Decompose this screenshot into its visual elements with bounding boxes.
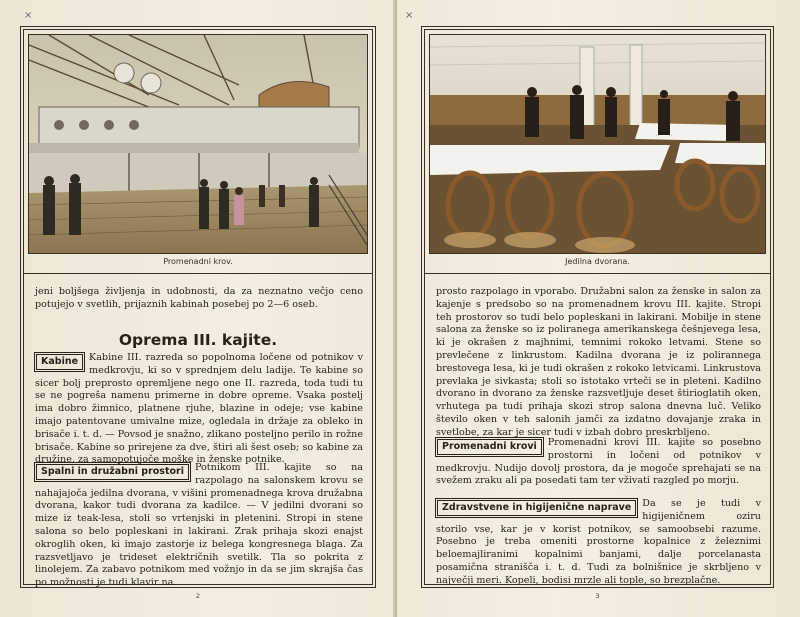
photo-caption: Jedilna dvorana. <box>565 257 630 266</box>
hygiene-label: Zdravstvene in higijenične naprave <box>437 500 636 516</box>
rooms-text: Potnikom III. kajite so na razpolago na salonskem krovu se nahajajoča jedilna dvorana, v višini promenadnega krova družabna dvorana, kakor tudi dvorana za kadilce. — V jedilni dvorani so mize iz teak-lesa, stoli so vrtenjski in pletenini. Stropi in stene salona so belo popleskani in lakirani. Zrak prihaja skozi enajst okroglih oken, ki imajo zastorje iz belega kongresnega blaga. Za razsvetljavo je trideset električnih svetilk. Tla so pokrita z linolejem. Za zabavo potnikom med vožnjo in da se jim skrajša čas po možnosti je tudi klavir na <box>35 462 363 589</box>
promenade-label: Promenadni krovi <box>437 439 542 455</box>
section-heading: Oprema III. kajite. <box>118 331 278 349</box>
dining-hall-illustration <box>429 34 766 254</box>
rooms-label: Spalni in družabni prostori <box>36 464 189 480</box>
promenade-section <box>436 437 761 488</box>
intro-paragraph: jeni boljšega življenja in udobnosti, da za neznatno večjo ceno potujejo v svetlih, prijaznih kabinah posebej po 2—6 oseb. <box>35 286 363 310</box>
promenade-text: Promenadni krovi III. kajite so posebno prostorni in ločeni od potnikov v medkrovju. Nudijo dovolj prostora, da je mogoče sprehajati se na svežem zraku ali pa posedati tam ter vživati razgled po morju. <box>436 437 761 487</box>
cabins-section <box>35 352 363 467</box>
left-page <box>0 0 396 617</box>
corner-mark: × <box>405 10 414 21</box>
cabins-label: Kabine <box>36 354 83 370</box>
cabins-text: Kabine III. razreda so popolnoma ločene od potnikov v medkrovju, ki so v sprednjem delu ladije. Te kabine so sicer bolj preprosto opremljene nego one II. razreda, toda tudi tu se ne pogreša namenu primerne in dobre opreme. Vsaka postelj ima dobro žimnico, platnene rjuhe, blazine in odeje; vse kabine imajo patentovane umivalne mize, ogledala in držaje za obleko in brisače i. t. d. — Povsod je snažno, zlikano posteljno perilo in rožne brisače. Kabine so prirejene za dve, štiri ali šest oseb; so kabine za družine, za samopotujoče moške in ženske potnike. <box>35 352 363 466</box>
promenade-deck-illustration <box>28 34 368 254</box>
rooms-section <box>35 462 363 590</box>
right-page-frame <box>424 29 771 600</box>
divider <box>425 273 770 274</box>
divider <box>24 273 372 274</box>
hygiene-text: Da se je tudi v higijeničnem oziru storilo vse, kar je v korist potnikov, se samoobsebi razume. Posebno je treba omeniti prostorne kopalnice z železnimi beloemajliranimi kopalnimi banjami, dalje porcelanasta posamična stranišča i. t. d. Tudi za bolnišnice je skrbljeno v največji meri. Kopeli, bodisi mrzle ali tople, so brezplačne. <box>436 498 761 586</box>
right-page <box>397 0 800 617</box>
hygiene-section <box>436 498 761 588</box>
corner-mark: × <box>24 10 33 21</box>
page-number: 3 <box>595 592 600 600</box>
intro-paragraph: prosto razpolago in vporabo. Družabni salon za ženske in salon za kajenje s predsobo so na promenadnem krovu III. kajite. Stropi teh prostorov so tudi belo popleskani in lakirani. Mobilje in stene salona za ženske so iz poliranega amerikanskega češnjevega lesa, ki je okrašen z majhnimi, temnimi rokoko letvami. Stene so prevlečene z linkrustom. Kadilna dvorana je iz polirannega brestovega lesa, ki je tudi okrašen z rokoko letvicami. Linkrustova prevlaka je sivkasta; stoli so istotako vrteči se in pleteni. Kadilno dvorano in dvorano za ženske razsvetljuje deset štirioglatih oken, vrhutega pa tudi prihaja skozi strop salona dnevna luč. Veliko število oken v teh salonih jamči za izdatno dovajanje zraka in svetlobe, za kar je sicer tudi v izbah dobro preskrbljeno. <box>436 286 761 438</box>
page-number: 2 <box>195 592 201 600</box>
photo-caption: Promenadni krov. <box>163 257 233 266</box>
left-page-frame <box>23 29 373 600</box>
